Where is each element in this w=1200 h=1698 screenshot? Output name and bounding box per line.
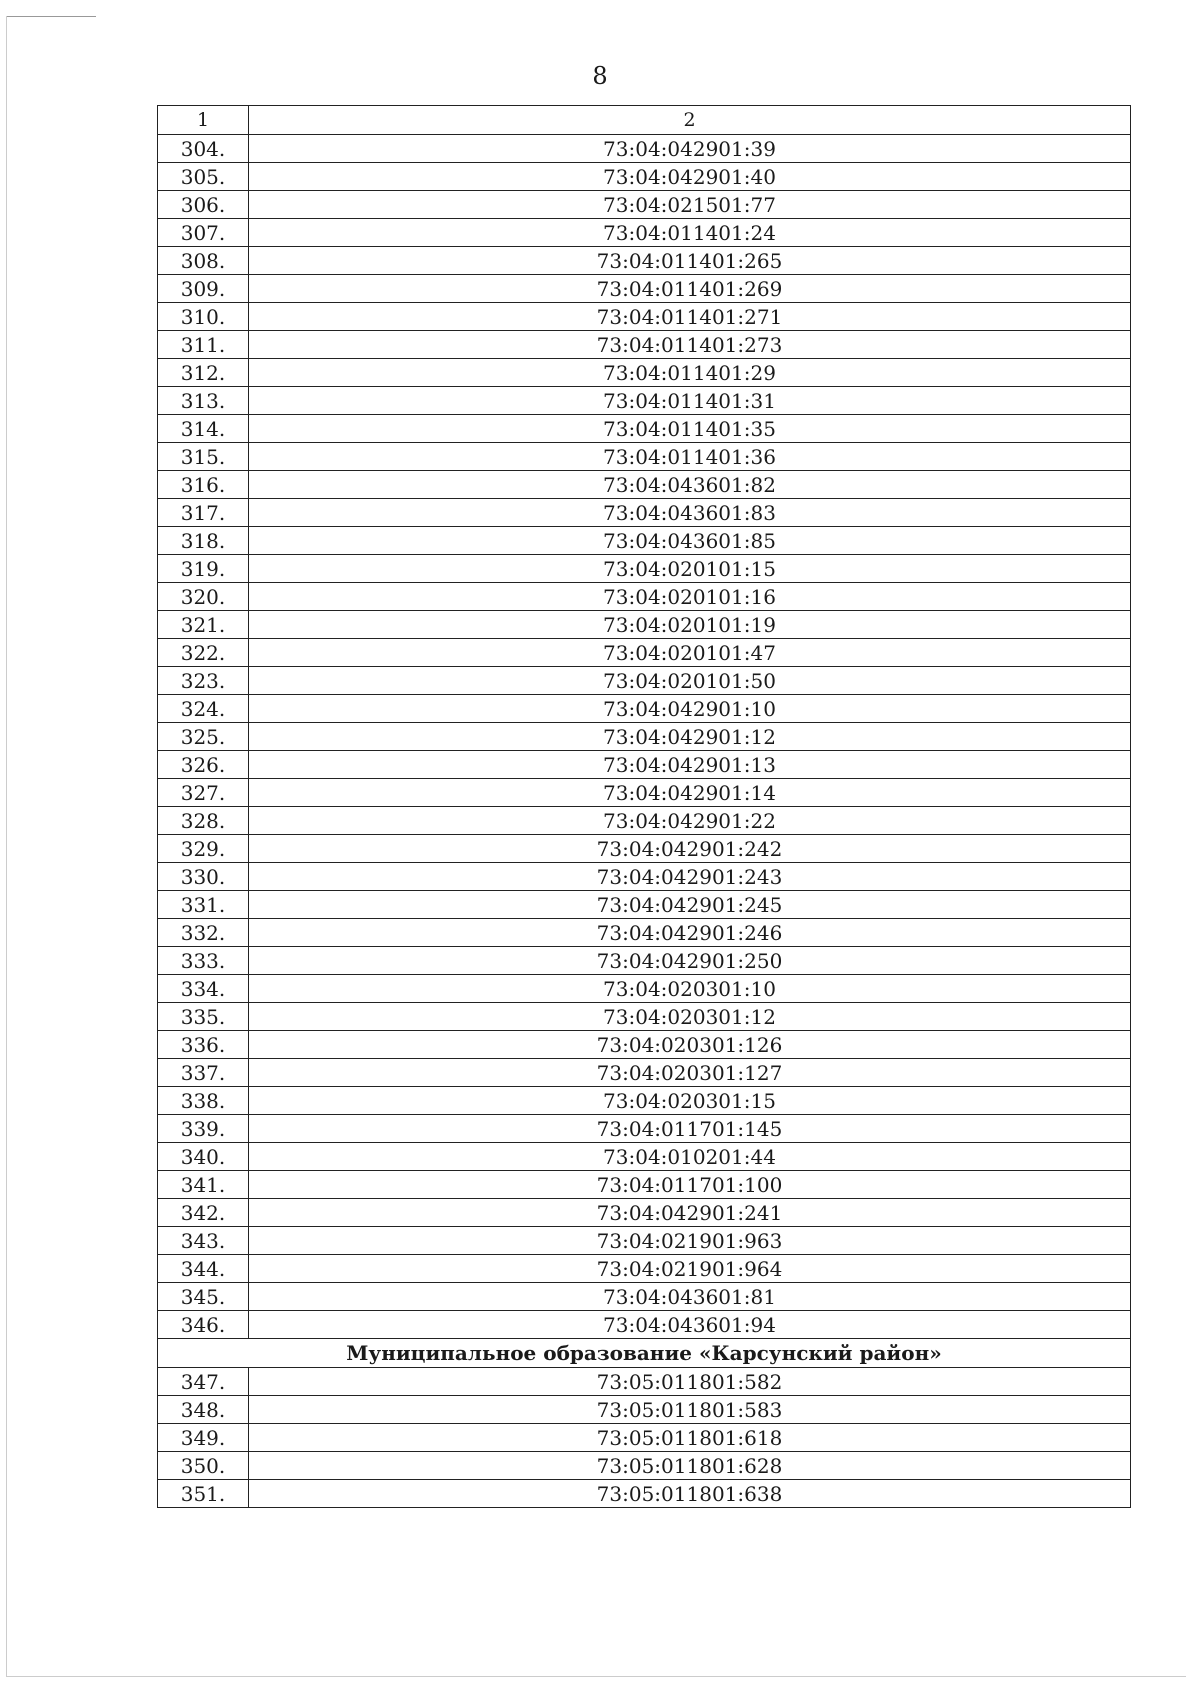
row-number: 334. — [158, 975, 249, 1003]
row-number: 316. — [158, 471, 249, 499]
row-number: 346. — [158, 1311, 249, 1339]
cadastral-number: 73:04:043601:81 — [249, 1283, 1131, 1311]
table-row — [158, 387, 1131, 415]
cadastral-number: 73:04:021901:963 — [249, 1227, 1131, 1255]
cadastral-number: 73:04:011701:100 — [249, 1171, 1131, 1199]
table-row — [158, 891, 1131, 919]
row-number: 351. — [158, 1480, 249, 1508]
table-row — [158, 1480, 1131, 1508]
scan-artifact — [6, 16, 96, 17]
table-row — [158, 1031, 1131, 1059]
row-number: 337. — [158, 1059, 249, 1087]
row-number: 314. — [158, 415, 249, 443]
cadastral-number: 73:04:011401:31 — [249, 387, 1131, 415]
table-row — [158, 779, 1131, 807]
cadastral-number: 73:04:021901:964 — [249, 1255, 1131, 1283]
table-row — [158, 1255, 1131, 1283]
table-row — [158, 555, 1131, 583]
cadastral-number: 73:04:042901:12 — [249, 723, 1131, 751]
table-row — [158, 695, 1131, 723]
table-row — [158, 163, 1131, 191]
row-number: 324. — [158, 695, 249, 723]
table-row — [158, 751, 1131, 779]
cadastral-number: 73:04:011401:29 — [249, 359, 1131, 387]
cadastral-number: 73:04:043601:85 — [249, 527, 1131, 555]
table-row — [158, 1283, 1131, 1311]
table-row — [158, 1396, 1131, 1424]
table-row — [158, 1311, 1131, 1339]
table-row — [158, 247, 1131, 275]
column-header-2: 2 — [249, 106, 1131, 135]
row-number: 322. — [158, 639, 249, 667]
cadastral-number: 73:04:042901:243 — [249, 863, 1131, 891]
cadastral-number: 73:04:042901:250 — [249, 947, 1131, 975]
row-number: 328. — [158, 807, 249, 835]
row-number: 305. — [158, 163, 249, 191]
row-number: 330. — [158, 863, 249, 891]
row-number: 325. — [158, 723, 249, 751]
cadastral-number: 73:04:042901:14 — [249, 779, 1131, 807]
row-number: 311. — [158, 331, 249, 359]
row-number: 308. — [158, 247, 249, 275]
table-row — [158, 1087, 1131, 1115]
row-number: 318. — [158, 527, 249, 555]
row-number: 329. — [158, 835, 249, 863]
row-number: 323. — [158, 667, 249, 695]
row-number: 326. — [158, 751, 249, 779]
row-number: 333. — [158, 947, 249, 975]
row-number: 340. — [158, 1143, 249, 1171]
cadastral-number: 73:04:010201:44 — [249, 1143, 1131, 1171]
table-row — [158, 443, 1131, 471]
row-number: 309. — [158, 275, 249, 303]
row-number: 336. — [158, 1031, 249, 1059]
cadastral-number: 73:04:020101:50 — [249, 667, 1131, 695]
section-title: Муниципальное образование «Карсунский район» — [158, 1339, 1131, 1368]
row-number: 332. — [158, 919, 249, 947]
row-number: 348. — [158, 1396, 249, 1424]
scan-artifact — [6, 16, 7, 1676]
row-number: 312. — [158, 359, 249, 387]
table-row — [158, 1003, 1131, 1031]
cadastral-number: 73:04:011401:24 — [249, 219, 1131, 247]
cadastral-number: 73:04:020301:10 — [249, 975, 1131, 1003]
table-row — [158, 359, 1131, 387]
cadastral-number: 73:04:042901:40 — [249, 163, 1131, 191]
row-number: 315. — [158, 443, 249, 471]
table-row — [158, 1059, 1131, 1087]
cadastral-number: 73:04:043601:94 — [249, 1311, 1131, 1339]
row-number: 350. — [158, 1452, 249, 1480]
cadastral-number: 73:04:020101:15 — [249, 555, 1131, 583]
table-row — [158, 471, 1131, 499]
table-header-row — [158, 106, 1131, 135]
row-number: 347. — [158, 1368, 249, 1396]
table-row — [158, 1115, 1131, 1143]
table-row — [158, 611, 1131, 639]
table-row — [158, 1452, 1131, 1480]
row-number: 327. — [158, 779, 249, 807]
cadastral-number: 73:04:042901:10 — [249, 695, 1131, 723]
row-number: 335. — [158, 1003, 249, 1031]
table-row — [158, 331, 1131, 359]
cadastral-number: 73:04:020301:12 — [249, 1003, 1131, 1031]
table-row — [158, 415, 1131, 443]
row-number: 331. — [158, 891, 249, 919]
table-row — [158, 807, 1131, 835]
cadastral-number: 73:04:043601:82 — [249, 471, 1131, 499]
cadastral-number: 73:04:043601:83 — [249, 499, 1131, 527]
table-row — [158, 191, 1131, 219]
row-number: 342. — [158, 1199, 249, 1227]
table-row — [158, 499, 1131, 527]
cadastral-number: 73:04:020301:15 — [249, 1087, 1131, 1115]
table-row — [158, 275, 1131, 303]
cadastral-number: 73:04:021501:77 — [249, 191, 1131, 219]
cadastral-number: 73:04:020101:16 — [249, 583, 1131, 611]
table-row — [158, 863, 1131, 891]
cadastral-number: 73:04:011401:269 — [249, 275, 1131, 303]
table-row — [158, 1199, 1131, 1227]
cadastral-number: 73:04:020301:126 — [249, 1031, 1131, 1059]
cadastral-number: 73:05:011801:583 — [249, 1396, 1131, 1424]
row-number: 338. — [158, 1087, 249, 1115]
cadastral-number: 73:04:042901:13 — [249, 751, 1131, 779]
cadastral-number: 73:04:011401:271 — [249, 303, 1131, 331]
cadastral-number: 73:04:020101:19 — [249, 611, 1131, 639]
section-row — [158, 1339, 1131, 1368]
table-row — [158, 1424, 1131, 1452]
row-number: 320. — [158, 583, 249, 611]
cadastral-number: 73:05:011801:582 — [249, 1368, 1131, 1396]
row-number: 321. — [158, 611, 249, 639]
cadastral-number: 73:04:011401:265 — [249, 247, 1131, 275]
row-number: 317. — [158, 499, 249, 527]
row-number: 349. — [158, 1424, 249, 1452]
row-number: 339. — [158, 1115, 249, 1143]
table-row — [158, 919, 1131, 947]
scan-artifact — [6, 1676, 1186, 1677]
cadastral-number: 73:04:011701:145 — [249, 1115, 1131, 1143]
row-number: 310. — [158, 303, 249, 331]
table-row — [158, 303, 1131, 331]
cadastral-number: 73:04:042901:22 — [249, 807, 1131, 835]
table-row — [158, 723, 1131, 751]
table-row — [158, 639, 1131, 667]
row-number: 304. — [158, 135, 249, 163]
table-row — [158, 1171, 1131, 1199]
row-number: 307. — [158, 219, 249, 247]
cadastral-number: 73:05:011801:638 — [249, 1480, 1131, 1508]
page-number: 8 — [592, 62, 608, 90]
table-row — [158, 1143, 1131, 1171]
cadastral-number: 73:04:042901:39 — [249, 135, 1131, 163]
row-number: 344. — [158, 1255, 249, 1283]
cadastral-number: 73:04:011401:35 — [249, 415, 1131, 443]
table-row — [158, 1368, 1131, 1396]
table-row — [158, 219, 1131, 247]
cadastral-number: 73:04:011401:273 — [249, 331, 1131, 359]
cadastral-number: 73:05:011801:628 — [249, 1452, 1131, 1480]
table-row — [158, 1227, 1131, 1255]
table-row — [158, 835, 1131, 863]
cadastral-number: 73:04:020101:47 — [249, 639, 1131, 667]
row-number: 341. — [158, 1171, 249, 1199]
row-number: 343. — [158, 1227, 249, 1255]
table-row — [158, 527, 1131, 555]
cadastral-number: 73:05:011801:618 — [249, 1424, 1131, 1452]
row-number: 319. — [158, 555, 249, 583]
table-row — [158, 583, 1131, 611]
cadastral-number: 73:04:042901:245 — [249, 891, 1131, 919]
cadastral-number: 73:04:042901:246 — [249, 919, 1131, 947]
cadastral-number: 73:04:042901:242 — [249, 835, 1131, 863]
cadastral-number: 73:04:020301:127 — [249, 1059, 1131, 1087]
cadastral-table — [157, 105, 1131, 1508]
row-number: 313. — [158, 387, 249, 415]
row-number: 345. — [158, 1283, 249, 1311]
table-row — [158, 975, 1131, 1003]
table-row — [158, 947, 1131, 975]
table-row — [158, 135, 1131, 163]
column-header-1: 1 — [158, 106, 249, 135]
cadastral-number: 73:04:011401:36 — [249, 443, 1131, 471]
row-number: 306. — [158, 191, 249, 219]
table-row — [158, 667, 1131, 695]
cadastral-number: 73:04:042901:241 — [249, 1199, 1131, 1227]
